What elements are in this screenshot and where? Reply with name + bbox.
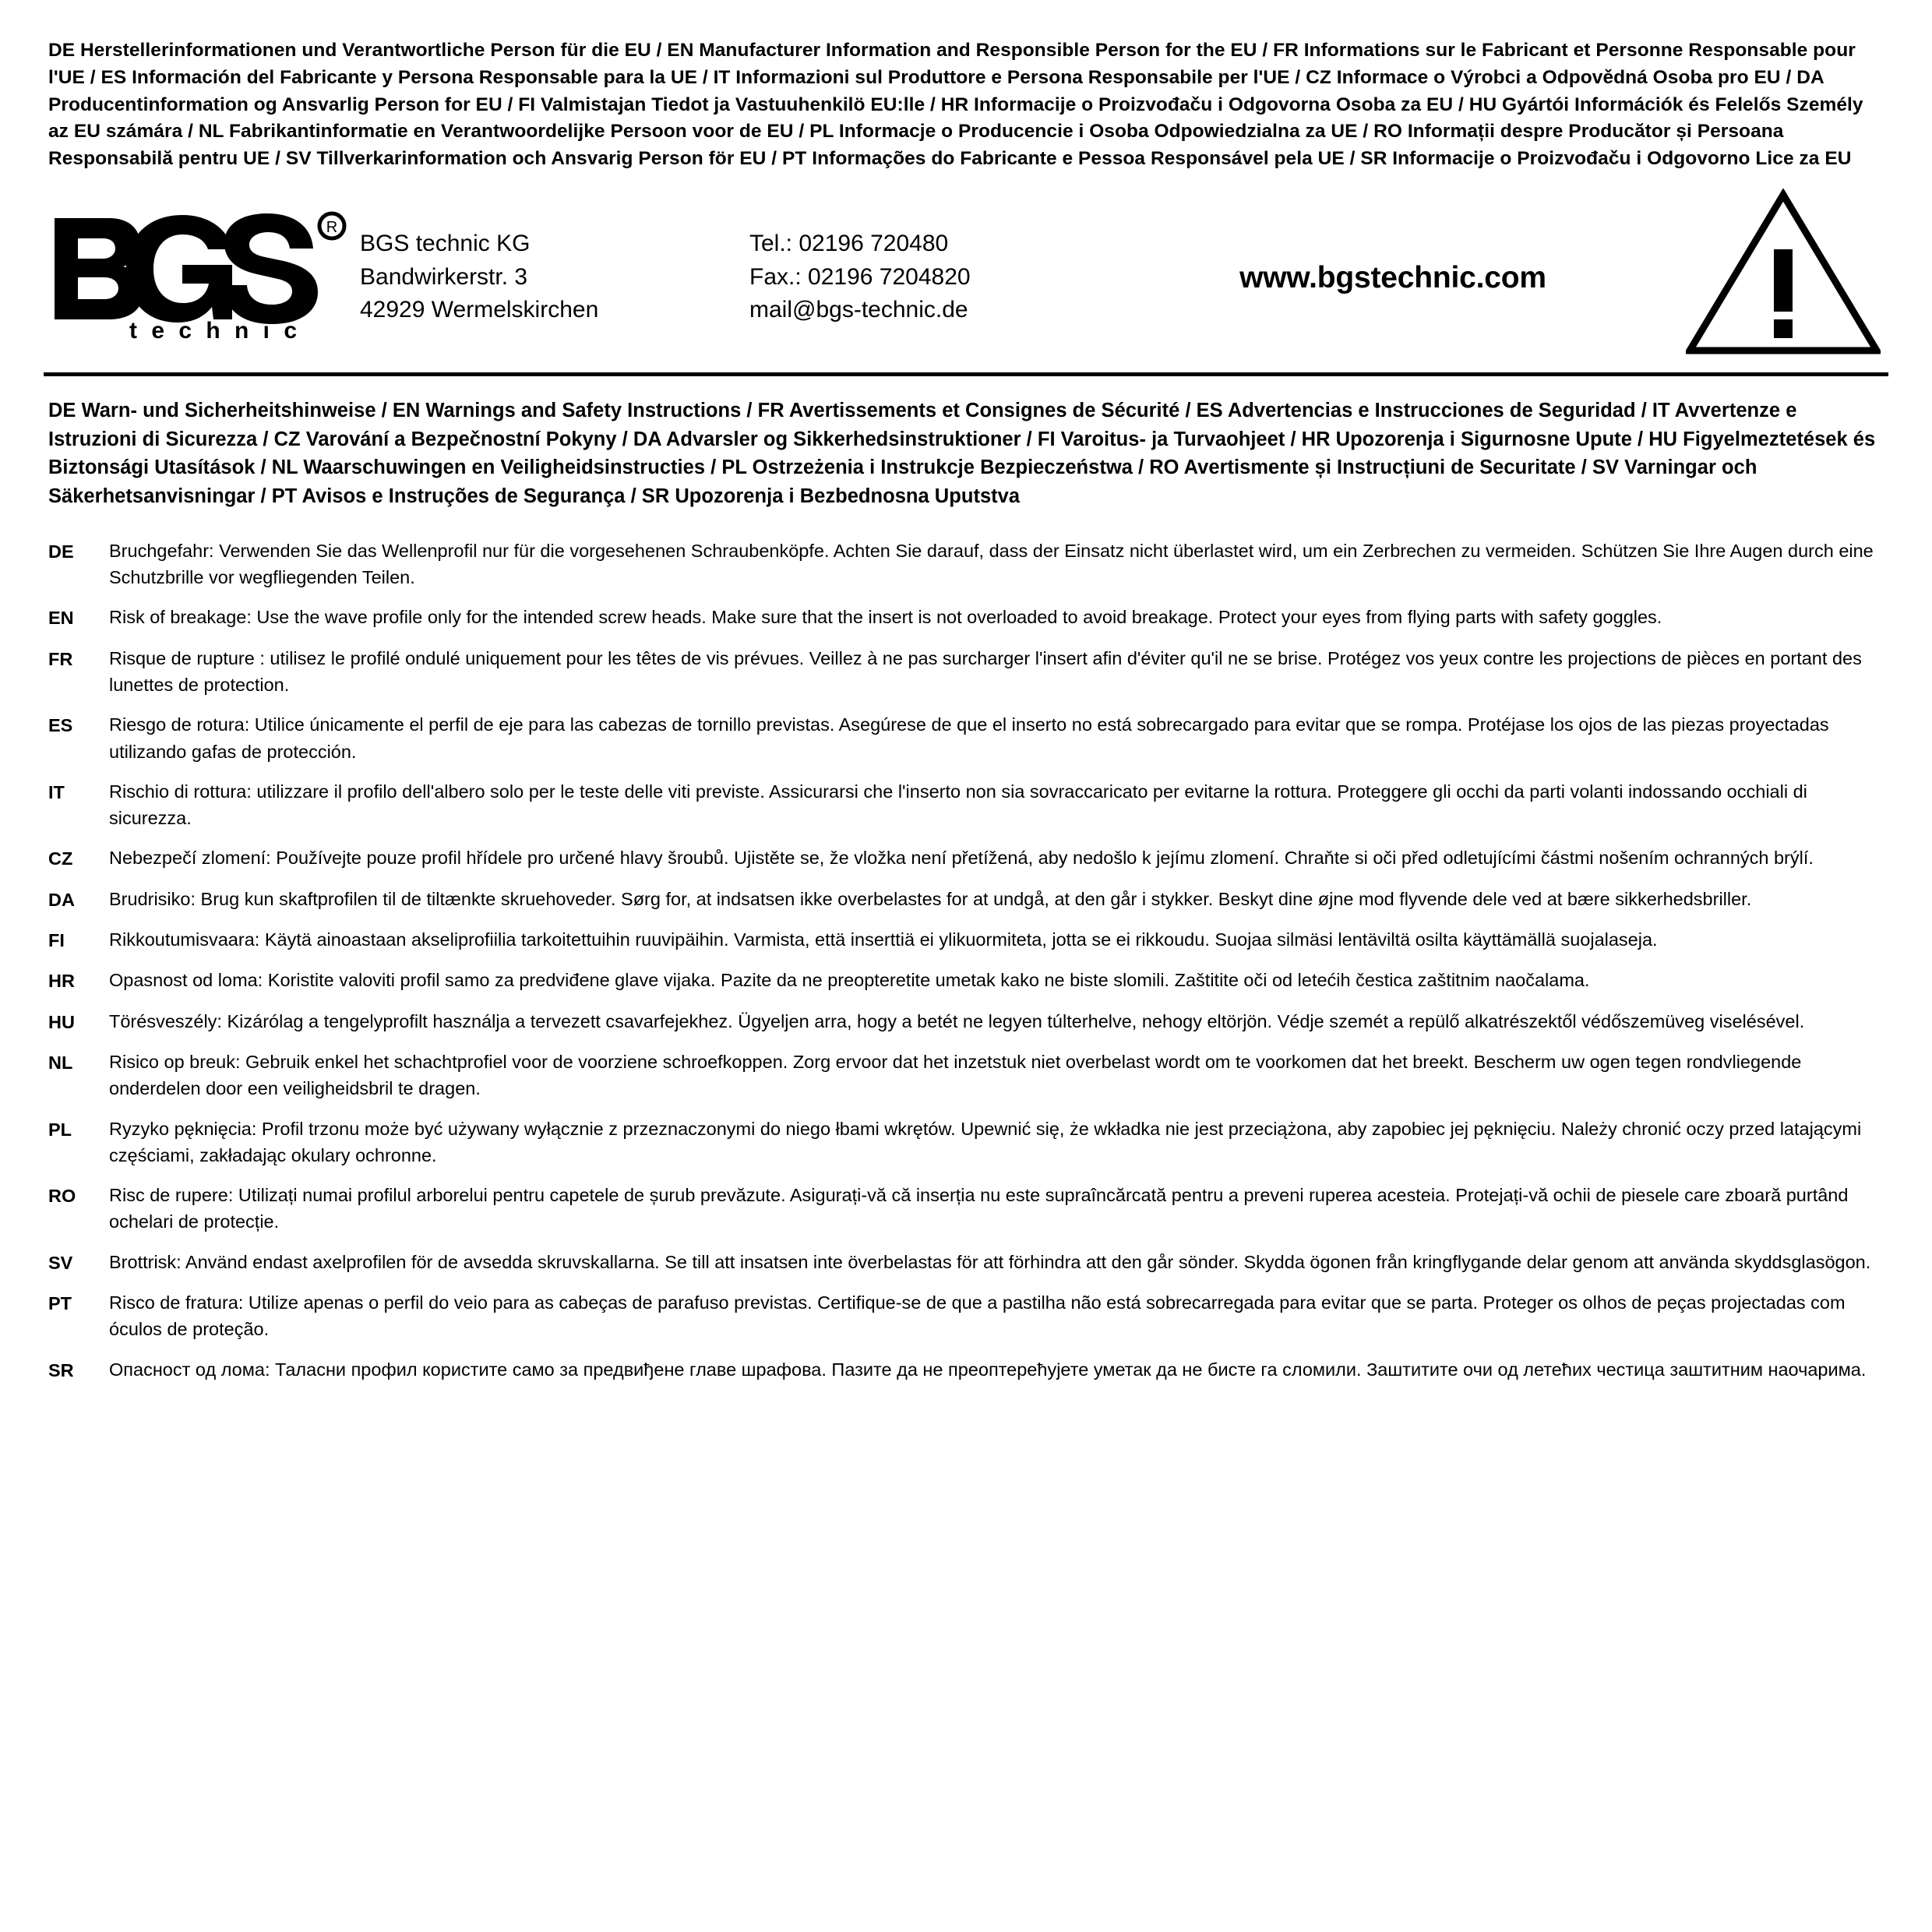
language-code: PL	[48, 1119, 72, 1140]
warning-text: Opasnost od loma: Koristite valoviti profil samo za predviđene glave vijaka. Pazite da ne preopteretite umetak kako ne biste slomili. Zaštitite oči od letećih čestica zaštitnim naočalama.	[109, 970, 1590, 991]
warning-text: Rikkoutumisvaara: Käytä ainoastaan akseliprofiilia tarkoitettuihin ruuvipäihin. Varmista, että inserttiä ei ylikuormiteta, jotta se ei rikkoudu. Suojaa silmäsi lentäviltä osilta käyttämällä suojalaseja.	[109, 929, 1658, 950]
warning-row	[48, 844, 1882, 872]
warning-row	[48, 604, 1882, 631]
bgs-logo	[48, 204, 360, 344]
language-code: PT	[48, 1293, 72, 1314]
warning-text: Risque de rupture : utilisez le profilé ondulé uniquement pour les têtes de vis prévues. Veillez à ne pas surcharger l'insert afin d'éviter qu'il ne se brise. Protégez vos yeux contre les projections de pièces en portant des lunettes de protection.	[109, 647, 1862, 695]
company-header-bar	[44, 184, 1888, 376]
warning-text: Risk of breakage: Use the wave profile only for the intended screw heads. Make sure that the insert is not overloaded to avoid breakage. Protect your eyes from flying parts with safety goggles.	[109, 607, 1662, 628]
warnings-heading: DE Warn- und Sicherheitshinweise / EN Warnings and Safety Instructions / FR Avertissements et Consignes de Sécurité / ES Advertencias e Instrucciones de Seguridad / IT Avvertenze e Istruzioni di Sicurezza / CZ Varování a Bezpečnostní Pokyny / DA Advarsler og Sikkerhedsinstruktioner / FI Varoitus- ja Turvaohjeet / HR Upozorenja i Sigurnosne Upute / HU Figyelmeztetések és Biztonsági Utasítások / NL Waarschuwingen en Veiligheidsinstructies / PL Ostrzeżenia i Instrukcje Bezpieczeństwa / RO Avertismente și Instrucțiuni de Securitate / SV Varningar och Säkerhetsanvisningar / PT Avisos e Instruções de Segurança / SR Upozorenja i Bezbednosna Uputstva	[48, 399, 1876, 508]
company-website[interactable]: www.bgstechnic.com	[1239, 260, 1546, 294]
warning-row	[48, 778, 1882, 832]
warning-row	[48, 926, 1882, 954]
company-street: Bandwirkerstr. 3	[360, 263, 528, 290]
language-code: FI	[48, 930, 65, 951]
svg-text:t e c h n i c: t e c h n i c	[129, 317, 301, 340]
company-city: 42929 Wermelskirchen	[360, 297, 599, 323]
warning-row	[48, 538, 1882, 591]
language-code: HR	[48, 971, 75, 992]
company-address	[360, 221, 749, 327]
language-code: CZ	[48, 848, 73, 869]
warnings-list	[44, 538, 1888, 1384]
warning-row	[48, 1049, 1882, 1102]
manufacturer-info-heading: DE Herstellerinformationen und Verantwortliche Person für die EU / EN Manufacturer Information and Responsible Person for the EU / FR Informations sur le Fabricant et Personne Responsable pour l'UE / ES Información del Fabricante y Persona Responsable para la UE / IT Informazioni sul Produttore e Persona Responsabile per l'UE / CZ Informace o Výrobci a Odpovědná Osoba pro EU / DA Producentinformation og Ansvarlig Person for EU / FI Valmistajan Tiedot ja Vastuuhenkilö EU:lle / HR Informacije o Proizvođaču i Odgovorna Osoba za EU / HU Gyártói Információk és Felelős Személy az EU számára / NL Fabrikantinformatie en Verantwoordelijke Persoon voor de EU / PL Informacje o Producencie i Osoba Odpowiedzialna za UE / RO Informații despre Producător și Persoana Responsabilă pentru UE / SV Tillverkarinformation och Ansvarig Person för EU / PT Informações do Fabricante e Pessoa Responsável pela UE / SR Informacije o Proizvođaču i Odgovorno Lice za EU	[48, 40, 1863, 170]
company-tel: Tel.: 02196 720480	[749, 231, 949, 257]
warning-text: Bruchgefahr: Verwenden Sie das Wellenprofil nur für die vorgesehenen Schraubenköpfe. Achten Sie darauf, dass der Einsatz nicht überlastet wird, um ein Zerbrechen zu vermeiden. Schützen Sie Ihre Augen durch eine Schutzbrille vor wegfliegenden Teilen.	[109, 540, 1874, 588]
language-code: RO	[48, 1186, 76, 1207]
company-email[interactable]: mail@bgs-technic.de	[749, 297, 968, 323]
warning-text: Ryzyko pęknięcia: Profil trzonu może być używany wyłącznie z przeznaczonymi do niego łbami wkrętów. Upewnić się, że wkładka nie jest przeciążona, aby zapobiec jej pęknięciu. Należy chronić oczy przed latającymi częściami, zakładając okulary ochronne.	[109, 1118, 1862, 1165]
language-code: SR	[48, 1359, 74, 1380]
warning-text: Risico op breuk: Gebruik enkel het schachtprofiel voor de voorziene schroefkoppen. Zorg ervoor dat het inzetstuk niet overbelast wordt om te voorkomen dat het breekt. Bescherm uw ogen tegen rondvliegende onderdelen door een veiligheidsbril te dragen.	[109, 1051, 1802, 1099]
company-name: BGS technic KG	[360, 231, 531, 257]
warning-row	[48, 1182, 1882, 1236]
company-fax: Fax.: 02196 7204820	[749, 263, 971, 290]
warning-row	[48, 1008, 1882, 1035]
warning-text: Nebezpečí zlomení: Používejte pouze profil hřídele pro určené hlavy šroubů. Ujistěte se, že vložka není přetížená, aby nedošlo k jejímu zlomení. Chraňte si oči před odletujícími částmi nošením ochranných brýlí.	[109, 848, 1814, 869]
language-code: HU	[48, 1011, 75, 1032]
warning-text: Riesgo de rotura: Utilice únicamente el perfil de eje para las cabezas de tornillo previstas. Asegúrese de que el inserto no está sobrecargado para evitar que se rompa. Protéjase los ojos de las piezas proyectadas utilizando gafas de protección.	[109, 714, 1829, 762]
warning-row	[48, 1289, 1882, 1343]
language-code: EN	[48, 608, 74, 629]
language-code: IT	[48, 781, 65, 802]
warning-row	[48, 1249, 1882, 1276]
language-code: DE	[48, 541, 74, 562]
language-code: NL	[48, 1052, 73, 1073]
warning-row	[48, 645, 1882, 699]
warning-text: Törésveszély: Kizárólag a tengelyprofilt használja a tervezett csavarfejekhez. Ügyeljen arra, hogy a betét ne legyen túlterhelve, nehogy eltörjön. Védje szemét a repülő alkatrészektől védőszemüveg viselésével.	[109, 1010, 1805, 1031]
warning-text: Опасност од лома: Таласни профил користите само за предвиђене главе шрафова. Пазите да не преоптерећујете уметак да не бисте га сломили. Заштитите очи од летећих честица заштитним наочарима.	[109, 1359, 1867, 1380]
warning-triangle-icon	[1670, 189, 1884, 360]
warning-text: Rischio di rottura: utilizzare il profilo dell'albero solo per le teste delle viti previste. Assicurarsi che l'inserto non sia sovraccaricato per evitarne la rottura. Proteggere gli occhi da parti volanti indossando occhiali di sicurezza.	[109, 781, 1807, 829]
warning-row	[48, 886, 1882, 913]
warning-row	[48, 1356, 1882, 1384]
company-contact	[749, 221, 1116, 327]
warning-row	[48, 967, 1882, 994]
language-code: FR	[48, 648, 73, 669]
svg-text:R: R	[326, 218, 338, 236]
language-code: SV	[48, 1252, 73, 1273]
language-code: DA	[48, 889, 75, 910]
language-code: ES	[48, 715, 73, 736]
warning-text: Risco de fratura: Utilize apenas o perfil do veio para as cabeças de parafuso previstas. Certifique-se de que a pastilha não está sobrecarregada para evitar que se parta. Proteger os olhos de peças projectadas com óculos de proteção.	[109, 1292, 1846, 1340]
warning-row	[48, 1116, 1882, 1169]
warning-text: Brudrisiko: Brug kun skaftprofilen til de tiltænkte skruehoveder. Sørg for, at indsatsen ikke overbelastes for at undgå, at den går i stykker. Beskyt dine øjne mod flyvende dele ved at bære sikkerhedsbriller.	[109, 888, 1752, 909]
warning-row	[48, 711, 1882, 765]
warning-text: Risc de rupere: Utilizați numai profilul arborelui pentru capetele de șurub prevăzute. Asigurați-vă că inserția nu este supraîncărcată pentru a preveni ruperea acesteia. Protejați-vă ochii de piesele care zboară purtând ochelari de protecție.	[109, 1185, 1849, 1232]
warning-text: Brottrisk: Använd endast axelprofilen för de avsedda skruvskallarna. Se till att insatsen inte överbelastas för att förhindra att den går sönder. Skydda ögonen från kringflygande delar genom att använda skyddsglasögon.	[109, 1251, 1871, 1272]
